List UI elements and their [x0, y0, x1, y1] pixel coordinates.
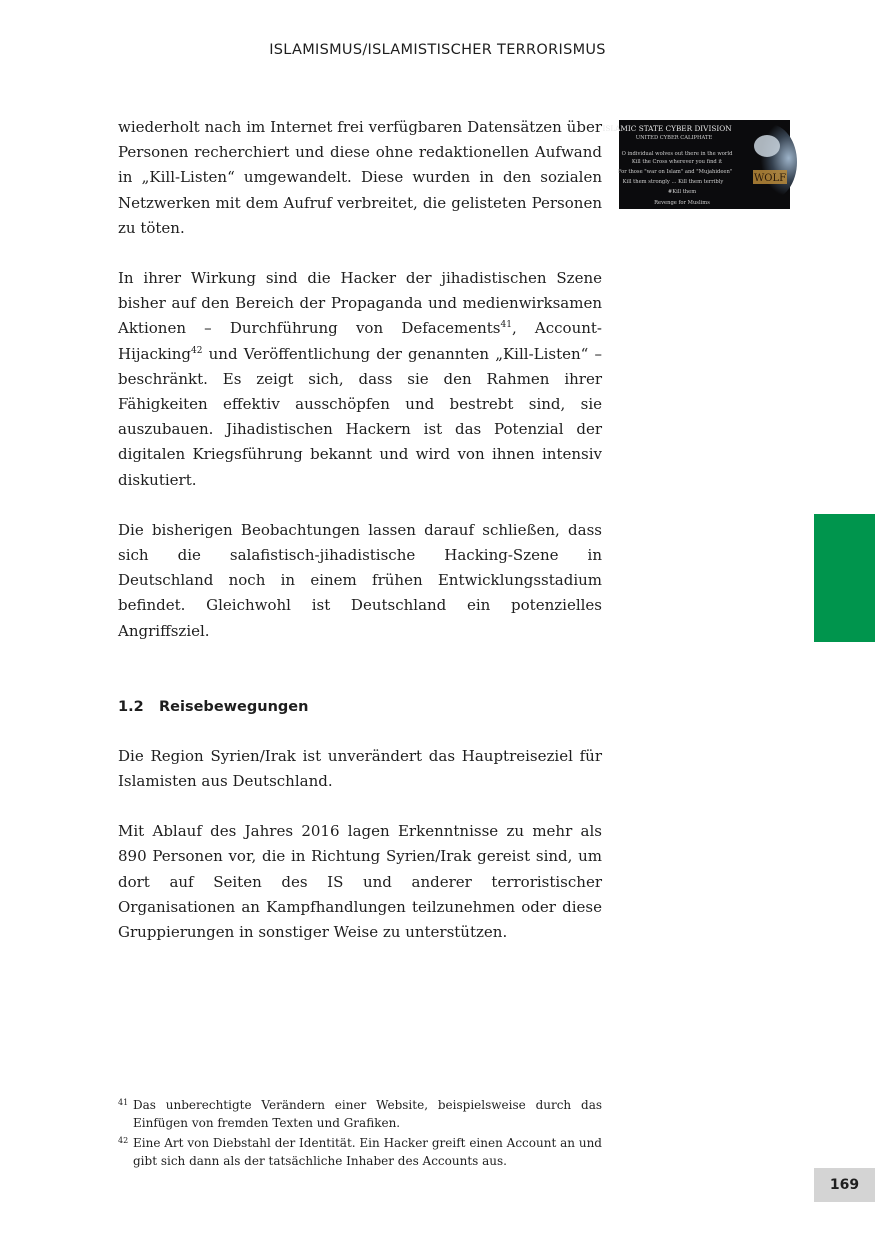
svg-text:UNITED CYBER CALIPHATE: UNITED CYBER CALIPHATE	[635, 135, 713, 141]
paragraph: Mit Ablauf des Jahres 2016 lagen Erkenntnisse zu mehr als 890 Personen vor, die in Richtung Syrien/Irak gereist sind, um dort auf Seiten des IS und anderer terroristischer Organisationen an Kampfhandlungen teilzunehmen oder diese Gruppierungen in sonstiger Weise zu unterstützen.	[118, 822, 602, 942]
svg-text:Revenge for Muslims: Revenge for Muslims	[654, 200, 710, 206]
footnote-number: 42	[118, 1136, 129, 1145]
svg-text:#Kill them: #Kill them	[667, 189, 697, 195]
chapter-tab-marker	[814, 514, 875, 642]
section-number: 1.2	[118, 698, 144, 715]
footnote-ref[interactable]: 41	[500, 320, 512, 331]
paragraph: In ihrer Wirkung sind die Hacker der jihadistischen Szene bisher auf den Bereich der Propaganda und medienwirksamen Aktionen – Durchführung von Defacements$^{41}$, Account-Hijacking$^{42}$ und Veröffentlichung der genannten „Kill-Listen“ – beschränkt. Es zeigt sich, dass sie den Rahmen ihrer Fähigkeiten effektiv ausschöpfen und bestrebt sind, sie auszubauen. Jihadistischen Hackern ist das Potenzial der digitalen Kriegsführung bekannt und wird von ihnen intensiv diskutiert.	[118, 269, 603, 489]
footnote-text: Das unberechtigte Verändern einer Website, beispielsweise durch das Einfügen von fremden Texten und Grafiken.	[133, 1098, 602, 1130]
paragraph: wiederholt nach im Internet frei verfügbaren Datensätzen über Personen recherchiert und diese ohne redaktionellen Aufwand in „Kill-Listen“ umgewandelt. Diese wurden in den sozialen Netzwerken mit dem Aufruf verbreitet, die gelisteten Personen zu töten.	[118, 118, 602, 237]
footnote-ref[interactable]: 42	[191, 345, 203, 356]
footnote	[118, 1134, 602, 1170]
footnote-number: 41	[118, 1098, 129, 1107]
svg-text:Kill the Cross wherever you fi: Kill the Cross wherever you find it	[631, 159, 723, 165]
svg-text:ISLAMIC STATE CYBER DIVISION: ISLAMIC STATE CYBER DIVISION	[602, 124, 732, 133]
footnotes	[118, 1096, 602, 1172]
image-badge: WOLF	[753, 173, 787, 184]
footnote	[118, 1096, 602, 1132]
svg-text:Kill them strongly ... Kill th: Kill them strongly ... Kill them terribly	[622, 179, 724, 185]
section-title: Reisebewegungen	[159, 698, 309, 715]
paragraph: Die bisherigen Beobachtungen lassen darauf schließen, dass sich die salafistisch-jihadistische Hacking-Szene in Deutschland noch in einem frühen Entwicklungsstadium befindet. Gleichwohl ist Deutschland ein potenzielles Angriffsziel.	[118, 520, 602, 640]
propaganda-image	[602, 120, 790, 209]
svg-text:O individual wolves out there: O individual wolves out there in the world	[621, 151, 733, 157]
section-heading	[118, 696, 602, 718]
svg-text:For those "war on Islam" and ": For those "war on Islam" and "Mujahideen"	[617, 169, 733, 175]
paragraph: Die Region Syrien/Irak ist unverändert das Hauptreiseziel für Islamisten aus Deutschland.	[118, 746, 602, 791]
body-text	[118, 115, 602, 945]
page-number: 169	[814, 1168, 875, 1202]
footnote-text: Eine Art von Diebstahl der Identität. Ein Hacker greift einen Account an und gibt sich dann als der tatsächliche Inhaber des Accounts aus.	[133, 1136, 602, 1168]
running-header: ISLAMISMUS/ISLAMISTISCHER TERRORISMUS	[269, 42, 606, 58]
